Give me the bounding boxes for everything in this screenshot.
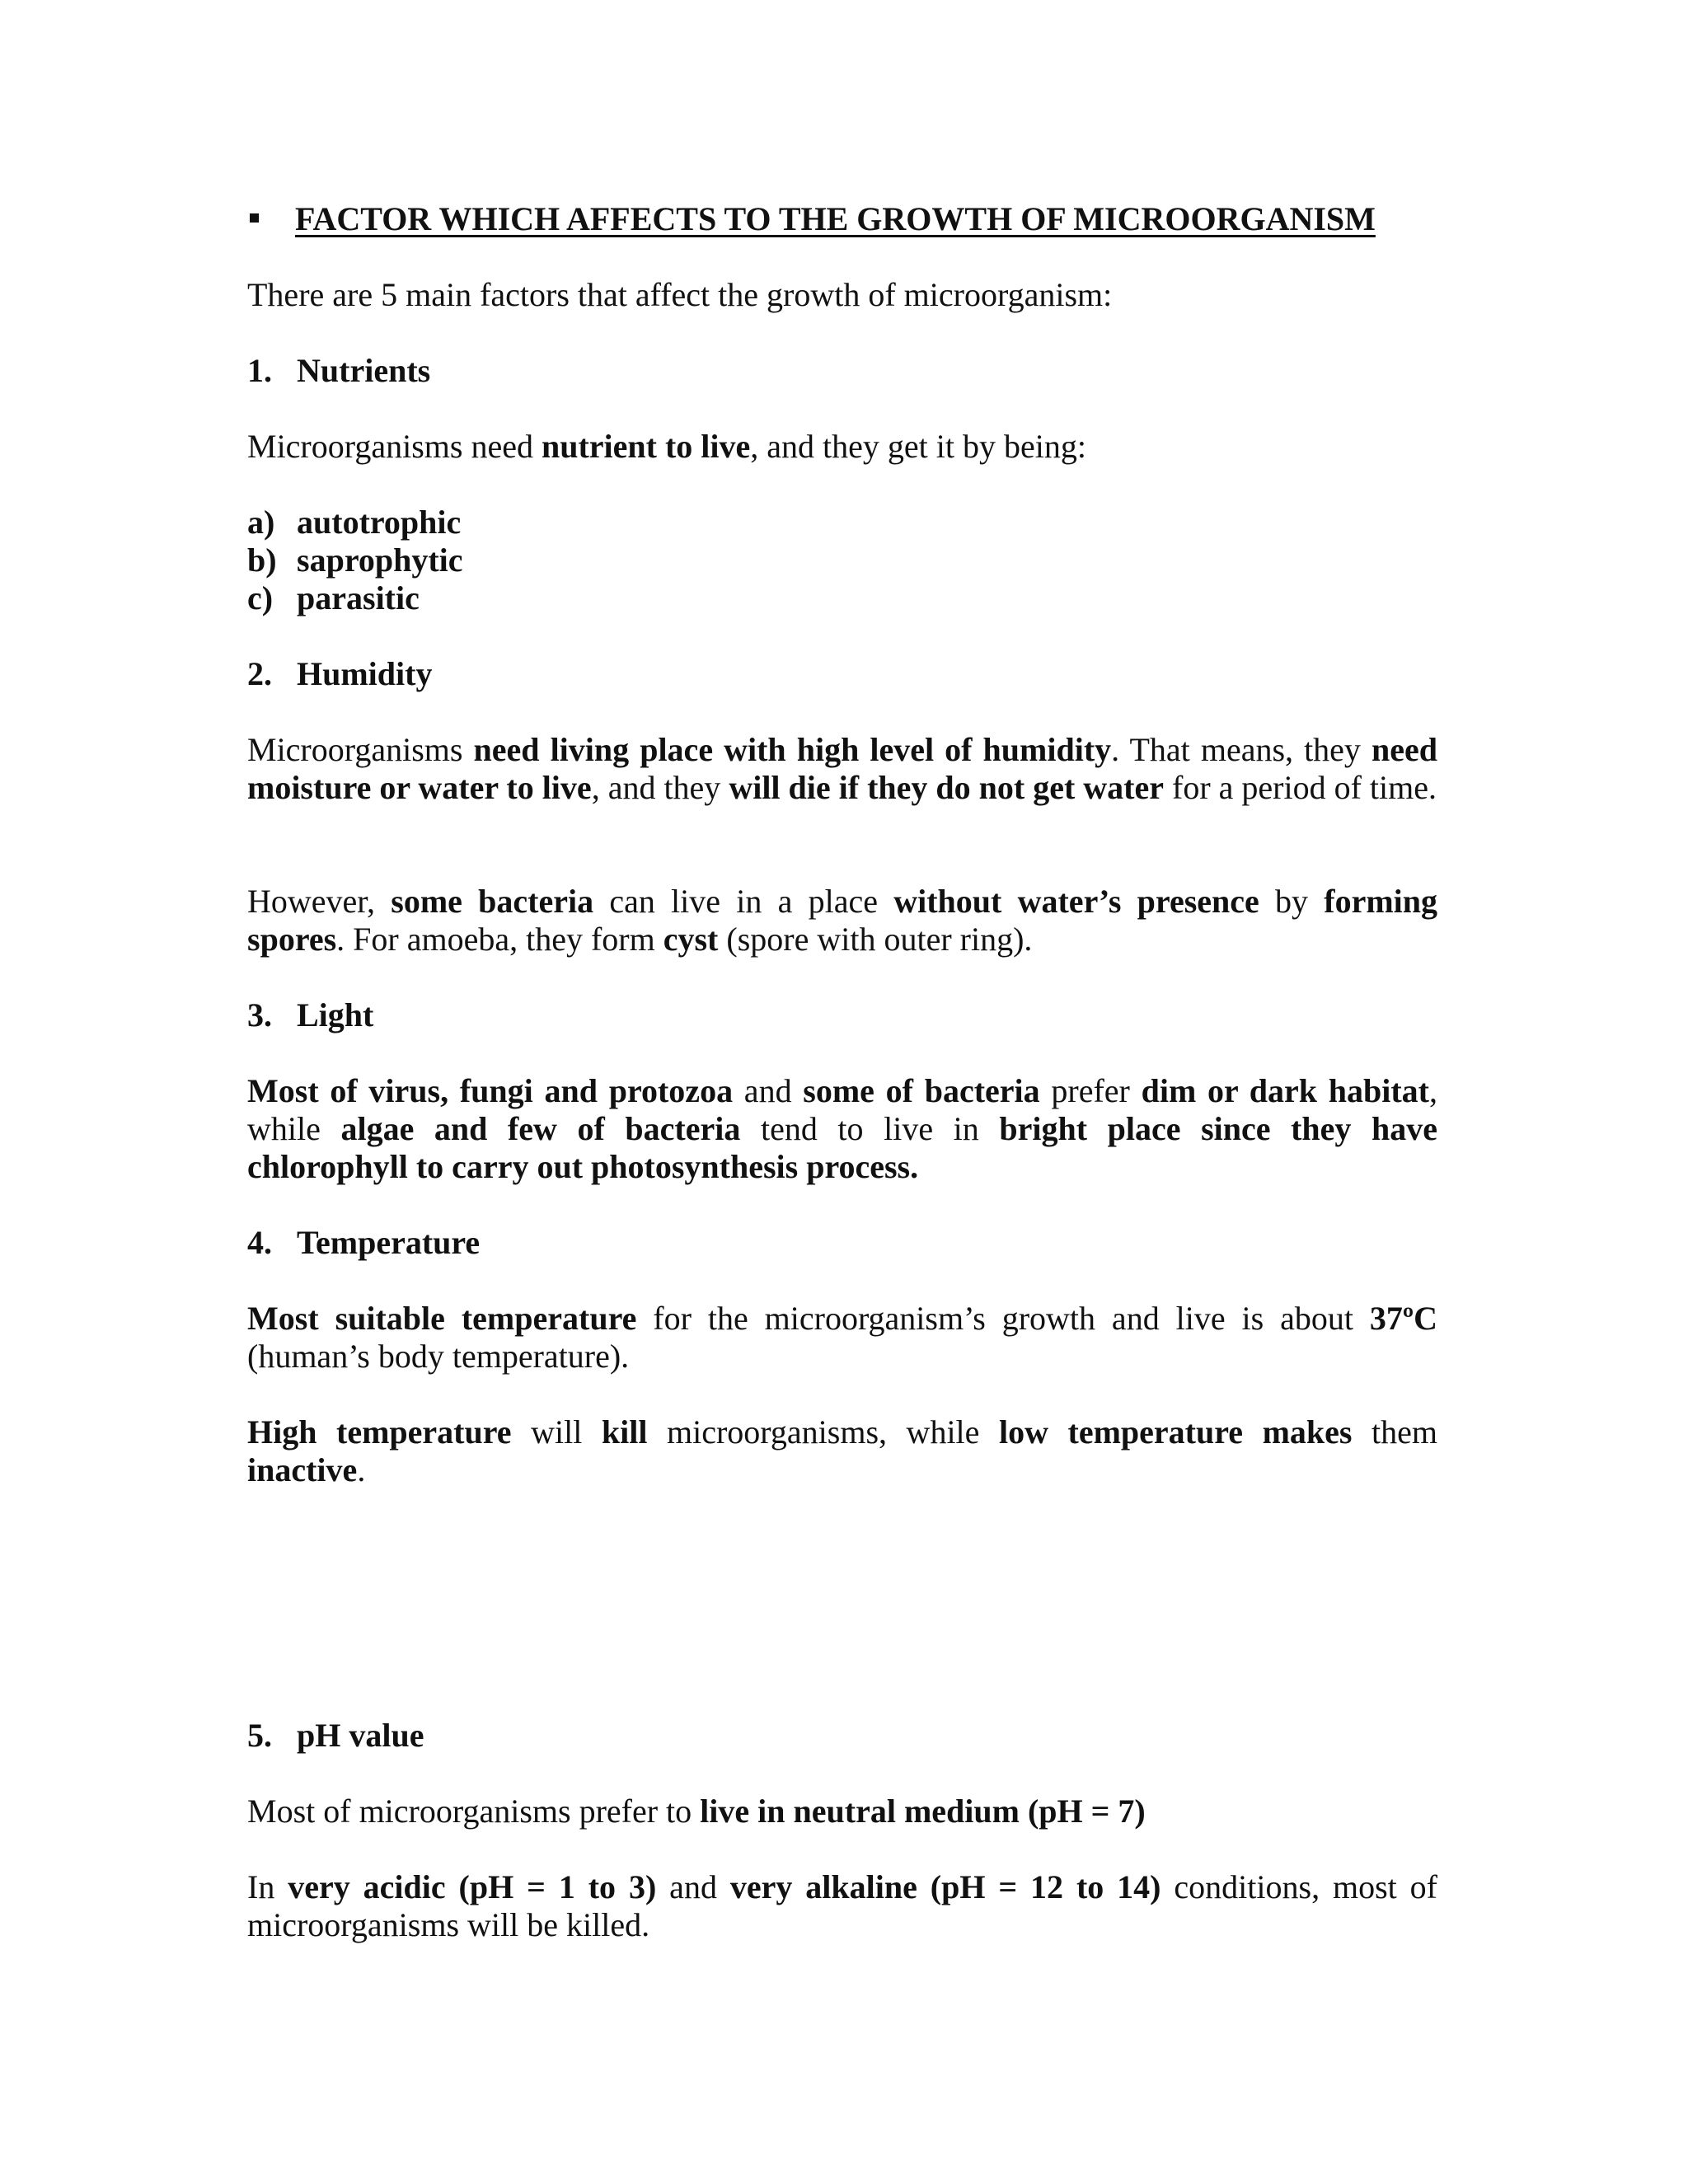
bold-run: forming spores [247, 883, 1438, 958]
text-run: for the microorganism’s growth and live is about [636, 1300, 1370, 1337]
bold-run: Most of virus, fungi and protozoa [247, 1072, 734, 1109]
ph-paragraph-1 [247, 1793, 1437, 1830]
bold-run: High temperature [247, 1413, 512, 1451]
text-run: can live in a place [593, 883, 894, 920]
text-run: microorganisms, while [647, 1413, 999, 1451]
bold-run: Most suitable temperature [247, 1300, 637, 1337]
bold-run: need living place with high level of humidity [473, 731, 1112, 768]
bold-run: without water’s presence [893, 883, 1259, 920]
document-page [247, 0, 1437, 2184]
square-bullet-icon [250, 213, 259, 223]
text-run: (spore with outer ring). [718, 921, 1033, 958]
nutrients-list [247, 504, 1437, 617]
text-run: However, [247, 883, 392, 920]
text-run: them [1352, 1413, 1437, 1451]
section-heading-humidity [247, 655, 1437, 693]
bold-run: will die if they do not get water [729, 769, 1165, 806]
bold-run: inactive [247, 1451, 358, 1488]
bold-run: need moisture or water to live [247, 731, 1437, 806]
text-run: . That means, they [1111, 731, 1372, 768]
text-run: prefer [1039, 1072, 1142, 1109]
section-title: Nutrients [297, 352, 431, 389]
text-run: . For amoeba, they form [336, 921, 663, 958]
light-paragraph [247, 1072, 1437, 1186]
list-marker: a) [247, 504, 275, 541]
text-run: Microorganisms [247, 731, 474, 768]
section-heading-nutrients [247, 352, 1437, 390]
section-number: 4. [247, 1224, 272, 1261]
text-run: tend to live in [740, 1110, 1000, 1147]
bold-run: some of bacteria [803, 1072, 1040, 1109]
list-item [247, 579, 1437, 617]
text-run: . [357, 1451, 366, 1488]
list-marker: b) [247, 541, 277, 579]
list-marker: c) [247, 579, 274, 616]
bold-run: low temperature makes [998, 1413, 1353, 1451]
bold-run: nutrient to live [541, 428, 751, 465]
section-heading-temperature [247, 1224, 1437, 1262]
bold-run: 37ºC [1369, 1300, 1438, 1337]
title-row [247, 200, 1437, 238]
temperature-paragraph-2 [247, 1413, 1437, 1489]
text-run: , while [247, 1072, 1438, 1147]
nutrients-paragraph [247, 428, 1437, 466]
text-run: Most of microorganisms prefer to [247, 1793, 701, 1830]
text-run: In [247, 1868, 288, 1905]
text-run: for a period of time. [1164, 769, 1437, 806]
humidity-paragraph-1 [247, 731, 1437, 807]
temperature-paragraph-1 [247, 1300, 1437, 1376]
text-run: by [1259, 883, 1325, 920]
list-item [247, 541, 1437, 579]
text-run: , and they get it by being: [750, 428, 1086, 465]
section-heading-light [247, 996, 1437, 1034]
list-item-text: saprophytic [297, 541, 463, 579]
text-run: , and they [591, 769, 729, 806]
bold-run: dim or dark habitat [1141, 1072, 1430, 1109]
section-number: 3. [247, 996, 272, 1033]
list-item-text: parasitic [297, 579, 420, 616]
section-heading-ph-value [247, 1717, 1437, 1755]
bold-run: very alkaline (pH = 12 to 14) [729, 1868, 1161, 1905]
text-run: and [656, 1868, 730, 1905]
list-item-text: autotrophic [297, 504, 462, 541]
bold-run: cyst [663, 921, 719, 958]
page-title: FACTOR WHICH AFFECTS TO THE GROWTH OF MICROORGANISM [295, 200, 1376, 237]
humidity-paragraph-2 [247, 883, 1437, 958]
bold-run: algae and few of bacteria [340, 1110, 741, 1147]
text-run: will [511, 1413, 602, 1451]
text-run: conditions, most of microorganisms will be killed. [247, 1868, 1437, 1943]
bold-run: bright place since they have chlorophyll to carry out photosynthesis process. [247, 1110, 1437, 1185]
section-number: 2. [247, 655, 272, 692]
intro-paragraph: There are 5 main factors that affect the growth of microorganism: [247, 276, 1113, 313]
bold-run: kill [601, 1413, 648, 1451]
list-item [247, 504, 1437, 541]
section-title: Temperature [297, 1224, 481, 1261]
text-run: Microorganisms need [247, 428, 542, 465]
bold-run: very acidic (pH = 1 to 3) [288, 1868, 657, 1905]
section-number: 1. [247, 352, 272, 389]
text-run: (human’s body temperature). [247, 1338, 630, 1375]
section-title: pH value [297, 1717, 424, 1754]
bold-run: some bacteria [391, 883, 594, 920]
ph-paragraph-2 [247, 1868, 1437, 1944]
text-run: and [733, 1072, 804, 1109]
section-number: 5. [247, 1717, 272, 1754]
section-title: Light [297, 996, 374, 1033]
section-title: Humidity [297, 655, 433, 692]
bold-run: live in neutral medium (pH = 7) [700, 1793, 1146, 1830]
